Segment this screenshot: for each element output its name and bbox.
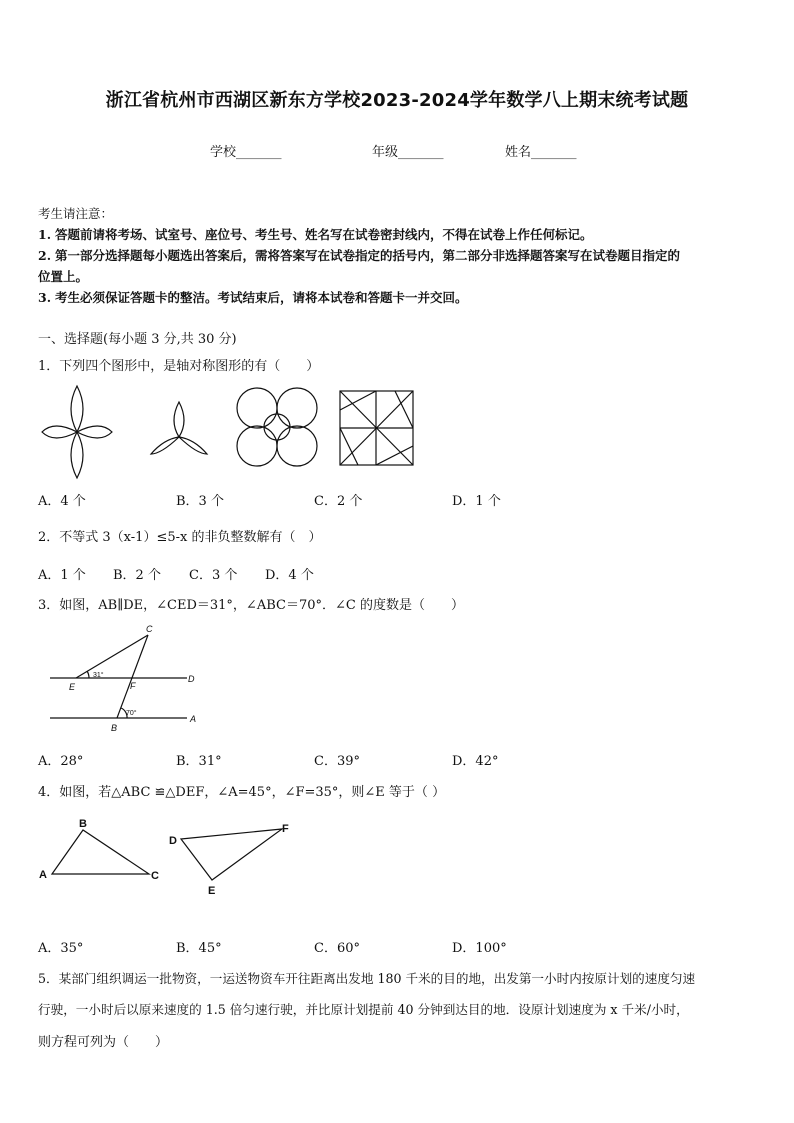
notice-text: 答题前请将考场、试室号、座位号、考生号、姓名写在试卷密封线内，不得在试卷上作任何标记。 [55, 227, 593, 242]
q3-option-a: A．28° [38, 754, 84, 769]
label-d: D [169, 835, 177, 847]
three-petal-figure [151, 402, 207, 454]
notice-num: 3. [38, 290, 52, 305]
section-title: 一、选择题(每小题 3 分,共 30 分) [38, 332, 237, 347]
label-b: B [79, 818, 87, 830]
name-field [505, 141, 577, 160]
angle-70-label: 70° [126, 710, 137, 717]
triangle-abc [52, 830, 149, 874]
q1-option-d: D．1 个 [452, 494, 501, 509]
notice-item-1 [38, 225, 593, 243]
label-a: A [190, 714, 197, 724]
q2-option-a: A．1 个 [38, 568, 86, 583]
notice-num: 1. [38, 227, 52, 242]
label-a: A [39, 869, 47, 881]
question-3-stem: 3．如图，AB∥DE，∠CED＝31°，∠ABC＝70°．∠C 的度数是（ ） [38, 598, 464, 613]
label-d: D [188, 674, 195, 684]
notice-item-2 [38, 246, 680, 264]
notice-item-2-cont [38, 267, 88, 285]
q2-option-d: D．4 个 [265, 568, 314, 583]
q3-option-b: B．31° [176, 754, 222, 769]
label-c: C [146, 624, 153, 634]
label-f: F [282, 823, 289, 835]
notice-text: 位置上。 [38, 269, 89, 284]
q3-option-c: C．39° [314, 754, 360, 769]
q1-option-b: B．3 个 [176, 494, 224, 509]
page-title: 浙江省杭州市西湖区新东方学校2023-2024学年数学八上期末统考试题 [105, 90, 689, 111]
notice-item-3 [38, 288, 468, 306]
name-label: 姓名 [505, 145, 532, 160]
question-4-stem: 4．如图，若△ABC ≌△DEF，∠A=45°，∠F=35°，则∠E 等于（ ） [38, 785, 446, 800]
question-5-line-2: 行驶，一小时后以原来速度的 1.5 倍匀速行驶，并比原计划提前 40 分钟到达目的地．设原计划速度为 x 千米/小时， [38, 1002, 689, 1017]
question-2-stem: 2．不等式 3（x-1）≤5-x 的非负整数解有（ ） [38, 530, 322, 545]
name-blank: _______ [531, 145, 577, 160]
q1-option-c: C．2 个 [314, 494, 363, 509]
question-3-figure [40, 620, 220, 738]
question-1-stem: 1．下列四个图形中，是轴对称图形的有（ ） [38, 359, 320, 374]
notice-text: 考生必须保证答题卡的整洁。考试结束后，请将本试卷和答题卡一并交回。 [55, 290, 468, 305]
triangle-def [181, 829, 282, 880]
q4-option-b: B．45° [176, 941, 222, 956]
grade-blank: _______ [398, 145, 444, 160]
school-field [210, 141, 282, 160]
notice-num: 2. [38, 248, 52, 263]
notice-text: 第一部分选择题每小题选出答案后，需将答案写在试卷指定的括号内，第二部分非选择题答案写在试卷题目指定的 [55, 248, 681, 263]
circles-figure [237, 388, 317, 466]
label-e: E [208, 885, 216, 897]
school-label: 学校 [210, 145, 237, 160]
q1-option-a: A．4 个 [38, 494, 86, 509]
four-petal-figure [42, 386, 112, 478]
q3-option-d: D．42° [452, 754, 499, 769]
grade-label: 年级 [372, 145, 399, 160]
question-5-line-3: 则方程可列为（ ） [38, 1035, 169, 1050]
notice-heading: 考生请注意： [38, 206, 114, 221]
q4-option-d: D．100° [452, 941, 507, 956]
label-c: C [151, 870, 159, 882]
school-blank: _______ [236, 145, 282, 160]
pinwheel-figure [340, 391, 413, 465]
label-b: B [111, 723, 118, 733]
label-f: F [130, 681, 136, 691]
angle-31-label: 31° [93, 672, 104, 679]
label-e: E [69, 682, 76, 692]
q2-option-c: C．3 个 [189, 568, 238, 583]
grade-field [372, 141, 444, 160]
q4-option-a: A．35° [38, 941, 84, 956]
q4-option-c: C．60° [314, 941, 360, 956]
question-1-figures [30, 380, 430, 480]
question-4-figure [35, 812, 300, 902]
question-5-line-1: 5．某部门组织调运一批物资，一运送物资车开往距离出发地 180 千米的目的地，出发第一小时内按原计划的速度匀速 [38, 971, 696, 986]
q2-option-b: B．2 个 [113, 568, 161, 583]
